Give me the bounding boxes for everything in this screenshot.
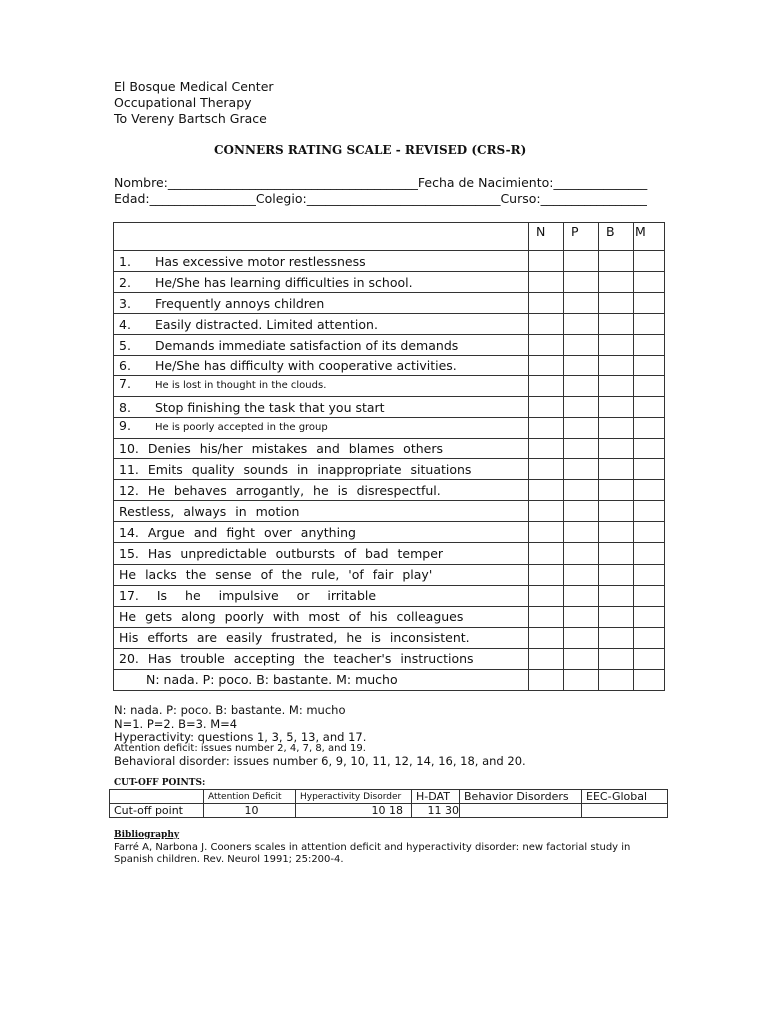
rating-cell-n[interactable] bbox=[529, 564, 564, 585]
bibliography-line-1: Farré A, Narbona J. Cooners scales in attention deficit and hyperactivity disorder: new factorial study in bbox=[114, 842, 631, 853]
item-text: He lacks the sense of the rule, 'of fair play' bbox=[119, 567, 433, 583]
item-cell bbox=[114, 356, 529, 376]
rating-cell-n[interactable] bbox=[529, 418, 564, 439]
cutoff-header-attention: Attention Deficit bbox=[204, 790, 296, 804]
rating-cell-n[interactable] bbox=[529, 522, 564, 543]
cutoff-header-hdat: H-DAT bbox=[412, 790, 460, 804]
rating-cell-p[interactable] bbox=[564, 606, 599, 627]
item-number: 1. bbox=[119, 253, 131, 269]
rating-cell-n[interactable] bbox=[529, 606, 564, 627]
table-row bbox=[114, 627, 665, 648]
rating-cell-b[interactable] bbox=[599, 606, 634, 627]
rating-cell-n[interactable] bbox=[529, 397, 564, 418]
item-text: 20. Has trouble accepting the teacher's instructions bbox=[119, 651, 474, 667]
table-row bbox=[114, 501, 665, 522]
rating-cell-n[interactable] bbox=[529, 459, 564, 480]
table-row bbox=[114, 251, 665, 272]
table-row bbox=[114, 564, 665, 585]
rating-cell-m[interactable] bbox=[634, 439, 665, 459]
rating-cell-b[interactable] bbox=[599, 627, 634, 648]
item-text: He is poorly accepted in the group bbox=[155, 422, 328, 434]
rating-cell-n[interactable] bbox=[529, 648, 564, 669]
table-row bbox=[114, 459, 665, 480]
rating-cell-b[interactable] bbox=[599, 501, 634, 522]
header-department: Occupational Therapy bbox=[114, 95, 252, 110]
rating-cell-m[interactable] bbox=[634, 397, 665, 418]
rating-cell-n[interactable] bbox=[529, 376, 564, 397]
fields-row-name-dob: Nombre:________________________________________Fecha de Nacimiento:_______________ bbox=[114, 175, 648, 190]
item-number: 3. bbox=[119, 295, 131, 311]
rating-cell-m[interactable] bbox=[634, 293, 665, 314]
note-values: N=1. P=2. B=3. M=4 bbox=[114, 717, 238, 731]
table-row bbox=[114, 356, 665, 376]
cutoff-value-hdat: 11 30 bbox=[412, 804, 460, 818]
rating-cell-b[interactable] bbox=[599, 480, 634, 501]
rating-cell-b[interactable] bbox=[599, 376, 634, 397]
item-text: 14. Argue and fight over anything bbox=[119, 524, 356, 540]
item-text: Restless, always in motion bbox=[119, 503, 300, 519]
rating-cell-n[interactable] bbox=[529, 543, 564, 564]
rating-cell-m[interactable] bbox=[634, 376, 665, 397]
rating-cell-m[interactable] bbox=[634, 543, 665, 564]
item-cell bbox=[114, 335, 529, 356]
cutoff-values-row bbox=[110, 804, 668, 818]
document-title: CONNERS RATING SCALE - REVISED (CRS-R) bbox=[214, 143, 527, 157]
item-text: Easily distracted. Limited attention. bbox=[155, 316, 378, 332]
note-behavioral: Behavioral disorder: issues number 6, 9, 10, 11, 12, 14, 16, 18, and 20. bbox=[114, 754, 526, 768]
fields-row-age-school-grade: Edad:_________________Colegio:_______________________________Curso:_________________ bbox=[114, 191, 647, 206]
rating-table bbox=[113, 222, 665, 691]
rating-cell-b[interactable] bbox=[599, 335, 634, 356]
rating-cell-m[interactable] bbox=[634, 501, 665, 522]
rating-cell-p[interactable] bbox=[564, 543, 599, 564]
cutoff-row-label: Cut-off point bbox=[110, 804, 204, 818]
rating-cell-b[interactable] bbox=[599, 543, 634, 564]
column-header-m: M bbox=[634, 223, 665, 251]
rating-cell-n[interactable] bbox=[529, 501, 564, 522]
item-text: Frequently annoys children bbox=[155, 295, 325, 311]
item-text: He/She has learning difficulties in school. bbox=[155, 274, 413, 290]
cutoff-header-hyperactivity: Hyperactivity Disorder bbox=[296, 790, 412, 804]
table-row bbox=[114, 418, 665, 439]
rating-cell-p[interactable] bbox=[564, 522, 599, 543]
item-text: He gets along poorly with most of his colleagues bbox=[119, 609, 464, 625]
item-cell bbox=[114, 251, 529, 272]
rating-cell-b[interactable] bbox=[599, 272, 634, 293]
item-number: 2. bbox=[119, 274, 131, 290]
rating-cell-m[interactable] bbox=[634, 314, 665, 335]
rating-cell-p[interactable] bbox=[564, 501, 599, 522]
legend-cell: N: nada. P: poco. B: bastante. M: mucho bbox=[114, 669, 529, 690]
rating-cell-b[interactable] bbox=[599, 251, 634, 272]
rating-cell-b[interactable] bbox=[599, 397, 634, 418]
table-row bbox=[114, 314, 665, 335]
rating-cell-n[interactable] bbox=[529, 480, 564, 501]
item-text: He/She has difficulty with cooperative activities. bbox=[155, 358, 457, 374]
item-cell bbox=[114, 585, 529, 606]
rating-cell-m[interactable] bbox=[634, 627, 665, 648]
note-legend: N: nada. P: poco. B: bastante. M: mucho bbox=[114, 703, 346, 717]
rating-cell-p[interactable] bbox=[564, 627, 599, 648]
table-row bbox=[114, 585, 665, 606]
rating-cell-b[interactable] bbox=[599, 564, 634, 585]
rating-cell-p[interactable] bbox=[564, 648, 599, 669]
rating-cell-p[interactable] bbox=[564, 293, 599, 314]
header-empty-cell bbox=[114, 223, 529, 251]
rating-cell-n[interactable] bbox=[529, 439, 564, 459]
table-row bbox=[114, 335, 665, 356]
rating-cell-m[interactable] bbox=[634, 418, 665, 439]
rating-cell-b[interactable] bbox=[599, 648, 634, 669]
rating-cell-b[interactable] bbox=[599, 356, 634, 376]
table-row bbox=[114, 480, 665, 501]
rating-cell-n[interactable] bbox=[529, 335, 564, 356]
note-hyperactivity: Hyperactivity: questions 1, 3, 5, 13, and 17. bbox=[114, 730, 367, 744]
rating-cell-n[interactable] bbox=[529, 585, 564, 606]
rating-cell-p[interactable] bbox=[564, 439, 599, 459]
rating-cell-n[interactable] bbox=[529, 314, 564, 335]
rating-cell-p[interactable] bbox=[564, 585, 599, 606]
bibliography-title: Bibliography bbox=[114, 830, 180, 840]
table-row bbox=[114, 397, 665, 418]
item-text: Has excessive motor restlessness bbox=[155, 253, 366, 269]
cutoff-title: CUT-OFF POINTS: bbox=[114, 778, 206, 788]
rating-cell-n[interactable] bbox=[529, 293, 564, 314]
rating-cell-n[interactable] bbox=[529, 272, 564, 293]
item-cell bbox=[114, 606, 529, 627]
rating-cell-p[interactable] bbox=[564, 272, 599, 293]
table-row bbox=[114, 439, 665, 459]
cutoff-header-behavior: Behavior Disorders bbox=[460, 790, 582, 804]
item-cell bbox=[114, 480, 529, 501]
item-number: 6. bbox=[119, 358, 131, 374]
table-row bbox=[114, 376, 665, 397]
item-cell bbox=[114, 564, 529, 585]
note-attention: Attention deficit: issues number 2, 4, 7, 8, and 19. bbox=[114, 743, 366, 754]
item-text: His efforts are easily frustrated, he is inconsistent. bbox=[119, 630, 470, 646]
rating-cell-m[interactable] bbox=[634, 251, 665, 272]
item-text: He is lost in thought in the clouds. bbox=[155, 380, 327, 392]
table-row bbox=[114, 293, 665, 314]
rating-cell-m[interactable] bbox=[634, 585, 665, 606]
table-row bbox=[114, 606, 665, 627]
item-text: 10. Denies his/her mistakes and blames others bbox=[119, 441, 444, 457]
rating-cell-b[interactable] bbox=[599, 418, 634, 439]
cutoff-value-behavior bbox=[460, 804, 582, 818]
item-number: 9. bbox=[119, 418, 131, 434]
item-cell bbox=[114, 418, 529, 439]
item-text: 15. Has unpredictable outbursts of bad temper bbox=[119, 546, 444, 561]
rating-cell-m[interactable] bbox=[634, 606, 665, 627]
column-header-b: B bbox=[599, 223, 634, 251]
item-cell bbox=[114, 272, 529, 293]
cutoff-header-eec: EEC-Global bbox=[582, 790, 668, 804]
rating-cell-p[interactable] bbox=[564, 564, 599, 585]
cutoff-header-row bbox=[110, 790, 668, 804]
cutoff-value-hyperactivity: 10 18 bbox=[296, 804, 412, 818]
rating-cell-b[interactable] bbox=[599, 459, 634, 480]
rating-cell-p[interactable] bbox=[564, 459, 599, 480]
rating-cell-p[interactable] bbox=[564, 397, 599, 418]
item-cell bbox=[114, 501, 529, 522]
item-number: 5. bbox=[119, 337, 131, 353]
table-header-row bbox=[114, 223, 665, 251]
rating-cell-p[interactable] bbox=[564, 251, 599, 272]
item-cell bbox=[114, 314, 529, 335]
rating-cell-b[interactable] bbox=[599, 314, 634, 335]
rating-cell-m[interactable] bbox=[634, 356, 665, 376]
table-legend-row bbox=[114, 669, 665, 690]
rating-cell-p[interactable] bbox=[564, 314, 599, 335]
rating-cell-n[interactable] bbox=[529, 356, 564, 376]
column-header-n: N bbox=[529, 223, 564, 251]
rating-cell-b[interactable] bbox=[599, 439, 634, 459]
rating-cell-p[interactable] bbox=[564, 376, 599, 397]
rating-cell-m[interactable] bbox=[634, 272, 665, 293]
item-text: 17. Is he impulsive or irritable bbox=[119, 588, 377, 604]
table-row bbox=[114, 272, 665, 293]
header-institution: El Bosque Medical Center bbox=[114, 79, 274, 94]
item-cell bbox=[114, 627, 529, 648]
item-cell bbox=[114, 459, 529, 480]
rating-cell-m[interactable] bbox=[634, 459, 665, 480]
item-cell bbox=[114, 397, 529, 418]
rating-cell-m[interactable] bbox=[634, 480, 665, 501]
item-text: Stop finishing the task that you start bbox=[155, 399, 385, 415]
item-number: 7. bbox=[119, 376, 131, 392]
item-cell bbox=[114, 439, 529, 459]
header-recipient: To Vereny Bartsch Grace bbox=[114, 111, 267, 126]
item-text: 11. Emits quality sounds in inappropriate situations bbox=[119, 461, 472, 477]
item-text: Demands immediate satisfaction of its demands bbox=[155, 337, 459, 353]
rating-cell-n[interactable] bbox=[529, 251, 564, 272]
rating-cell-n[interactable] bbox=[529, 627, 564, 648]
cutoff-header-empty bbox=[110, 790, 204, 804]
rating-cell-b[interactable] bbox=[599, 522, 634, 543]
rating-cell-p[interactable] bbox=[564, 418, 599, 439]
item-number: 4. bbox=[119, 316, 131, 332]
rating-cell-m[interactable] bbox=[634, 335, 665, 356]
item-cell bbox=[114, 648, 529, 669]
rating-cell-b[interactable] bbox=[599, 585, 634, 606]
rating-cell-p[interactable] bbox=[564, 356, 599, 376]
rating-cell-p[interactable] bbox=[564, 335, 599, 356]
rating-cell-m[interactable] bbox=[634, 648, 665, 669]
rating-cell-m[interactable] bbox=[634, 564, 665, 585]
rating-cell-m[interactable] bbox=[634, 522, 665, 543]
table-row bbox=[114, 543, 665, 564]
cutoff-value-eec bbox=[582, 804, 668, 818]
item-text: 12. He behaves arrogantly, he is disrespectful. bbox=[119, 482, 441, 498]
item-number: 8. bbox=[119, 399, 131, 415]
item-cell bbox=[114, 543, 529, 564]
item-cell bbox=[114, 522, 529, 543]
table-row bbox=[114, 522, 665, 543]
cutoff-table bbox=[109, 789, 668, 818]
column-header-p: P bbox=[564, 223, 599, 251]
rating-cell-b[interactable] bbox=[599, 293, 634, 314]
cutoff-value-attention: 10 bbox=[204, 804, 296, 818]
rating-cell-p[interactable] bbox=[564, 480, 599, 501]
item-cell bbox=[114, 293, 529, 314]
table-row bbox=[114, 648, 665, 669]
bibliography-line-2: Spanish children. Rev. Neurol 1991; 25:200-4. bbox=[114, 854, 344, 865]
item-cell bbox=[114, 376, 529, 397]
